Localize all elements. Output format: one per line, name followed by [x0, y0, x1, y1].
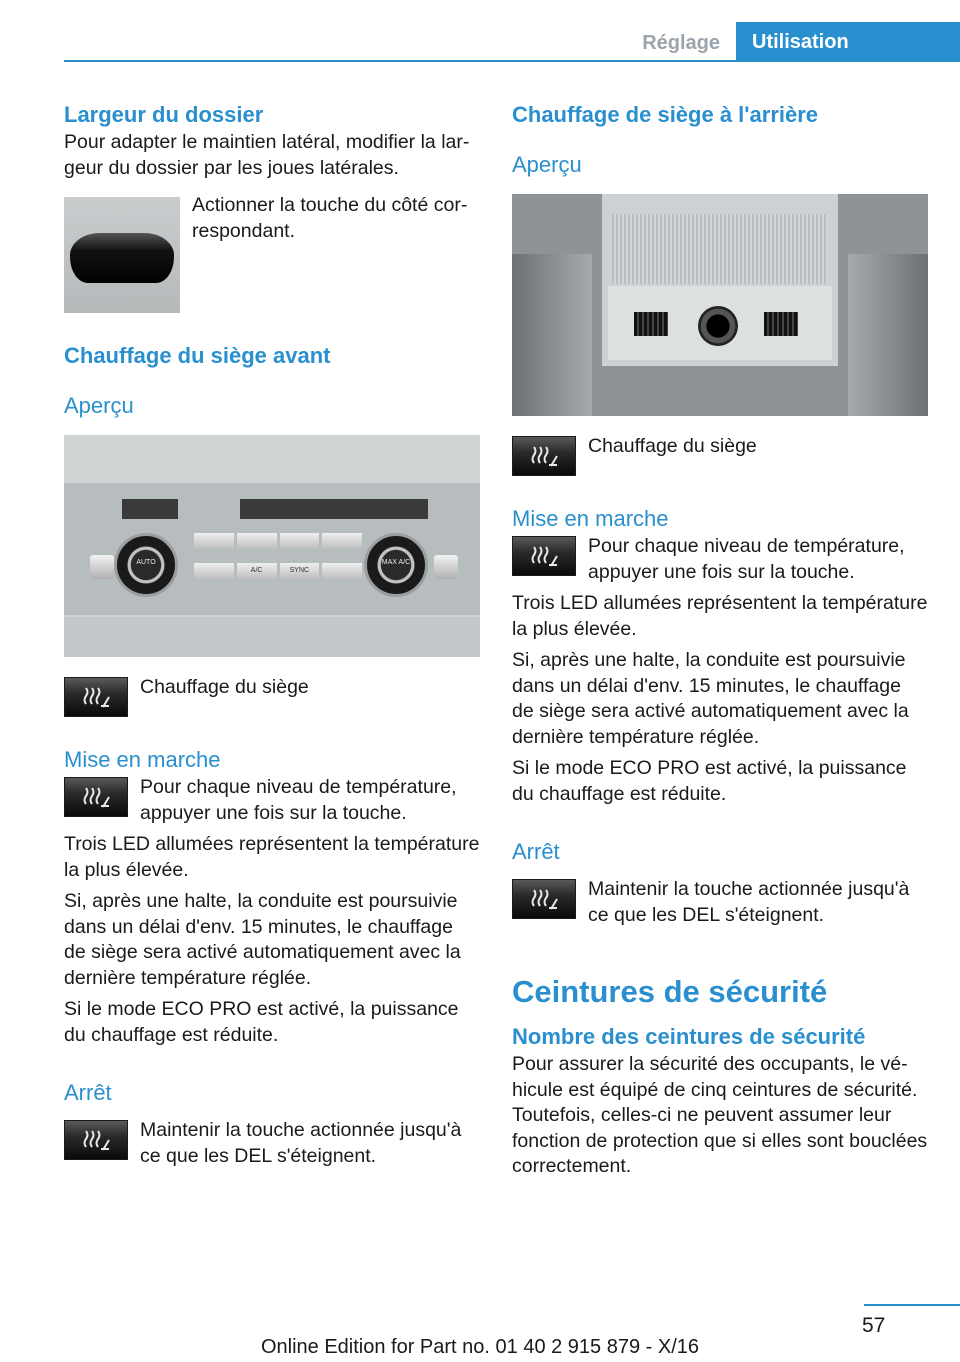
max-ac-label: MAX A/C: [381, 559, 411, 566]
header-rule: [64, 60, 960, 62]
rear-console-image: [512, 194, 928, 416]
seat-heating-caption-row: [512, 434, 928, 476]
belts-count-heading: Nombre des ceintures de sécurité: [512, 1024, 866, 1049]
switch-on-row: [64, 775, 480, 826]
switch-off-text: Maintenir la touche actionnée jusqu'à ce que les DEL s'éteignent.: [588, 878, 910, 926]
pause-text: Si, après une halte, la conduite est poursuivie dans un délai d'env. 15 minutes, le chauffage de siège sera activé automatiquement avec la dernière température réglée.: [512, 649, 909, 748]
switch-off-row: [64, 1118, 480, 1169]
edition-note: Online Edition for Part no. 01 40 2 915 879 - X/16: [260, 1336, 700, 1358]
seat-heating-icon: [512, 436, 576, 476]
switch-off-row: [512, 877, 928, 928]
switch-off-text: Maintenir la touche actionnée jusqu'à ce que les DEL s'éteignent.: [140, 1119, 462, 1167]
switch-on-text: Pour chaque niveau de température, appuyer une fois sur la touche.: [140, 776, 457, 824]
seat-heating-caption-row: [64, 675, 480, 717]
switch-on-row: [512, 534, 928, 585]
eco-text: Si le mode ECO PRO est activé, la puissance du chauffage est réduite.: [512, 757, 907, 805]
backrest-action-block: [64, 193, 480, 313]
section-title-seat-belts: Ceintures de sécurité: [512, 974, 828, 1009]
switch-off-heading: Arrêt: [64, 1080, 112, 1105]
seat-heating-caption: Chauffage du siège: [140, 676, 309, 698]
pause-text: Si, après une halte, la conduite est poursuivie dans un délai d'env. 15 minutes, le chauffage de siège sera activé automatiquement avec la dernière température réglée.: [64, 890, 461, 989]
tab-utilisation[interactable]: Utilisation: [736, 22, 960, 62]
page-number: 57: [862, 1314, 886, 1337]
auto-label: AUTO: [136, 559, 156, 566]
switch-on-heading: Mise en marche: [512, 506, 669, 531]
footer-rule: [864, 1304, 960, 1306]
section-title-backrest-width: Largeur du dossier: [64, 102, 264, 127]
rocker-button-image: [64, 197, 180, 313]
climate-panel-image: [64, 435, 480, 657]
seat-heating-icon: [512, 879, 576, 919]
section-title-rear-seat-heating: Chauffage de siège à l'arrière: [512, 102, 819, 127]
backrest-action-text: Actionner la touche du côté correspondant.: [192, 194, 468, 242]
seat-heating-icon: [64, 677, 128, 717]
right-column: [512, 100, 928, 1180]
switch-on-heading: Mise en marche: [64, 747, 221, 772]
overview-heading: Aperçu: [512, 152, 582, 177]
seat-heating-icon: [512, 536, 576, 576]
backrest-intro: Pour adapter le maintien latéral, modifier la largeur du dossier par les joues latérales.: [64, 131, 470, 179]
left-column: [64, 100, 480, 1169]
led-text: Trois LED allumées représentent la température la plus élevée.: [64, 833, 480, 881]
switch-on-text: Pour chaque niveau de température, appuyer une fois sur la touche.: [588, 535, 905, 583]
belts-text: Pour assurer la sécurité des occupants, le véhicule est équipé de cinq ceintures de sécurité. Toutefois, celles-ci ne peuvent assumer leur fonction de protection que si elles sont bouclées correctement.: [512, 1053, 928, 1177]
seat-heating-caption: Chauffage du siège: [588, 435, 757, 457]
seat-heating-icon: [64, 1120, 128, 1160]
ac-label: A/C: [237, 563, 277, 579]
seat-heating-icon: [64, 777, 128, 817]
sync-label: SYNC: [280, 563, 320, 579]
overview-heading: Aperçu: [64, 393, 134, 418]
section-title-front-seat-heating: Chauffage du siège avant: [64, 343, 331, 368]
switch-off-heading: Arrêt: [512, 839, 560, 864]
led-text: Trois LED allumées représentent la température la plus élevée.: [512, 592, 928, 640]
eco-text: Si le mode ECO PRO est activé, la puissance du chauffage est réduite.: [64, 998, 459, 1046]
tab-reglage[interactable]: Réglage: [642, 32, 720, 54]
